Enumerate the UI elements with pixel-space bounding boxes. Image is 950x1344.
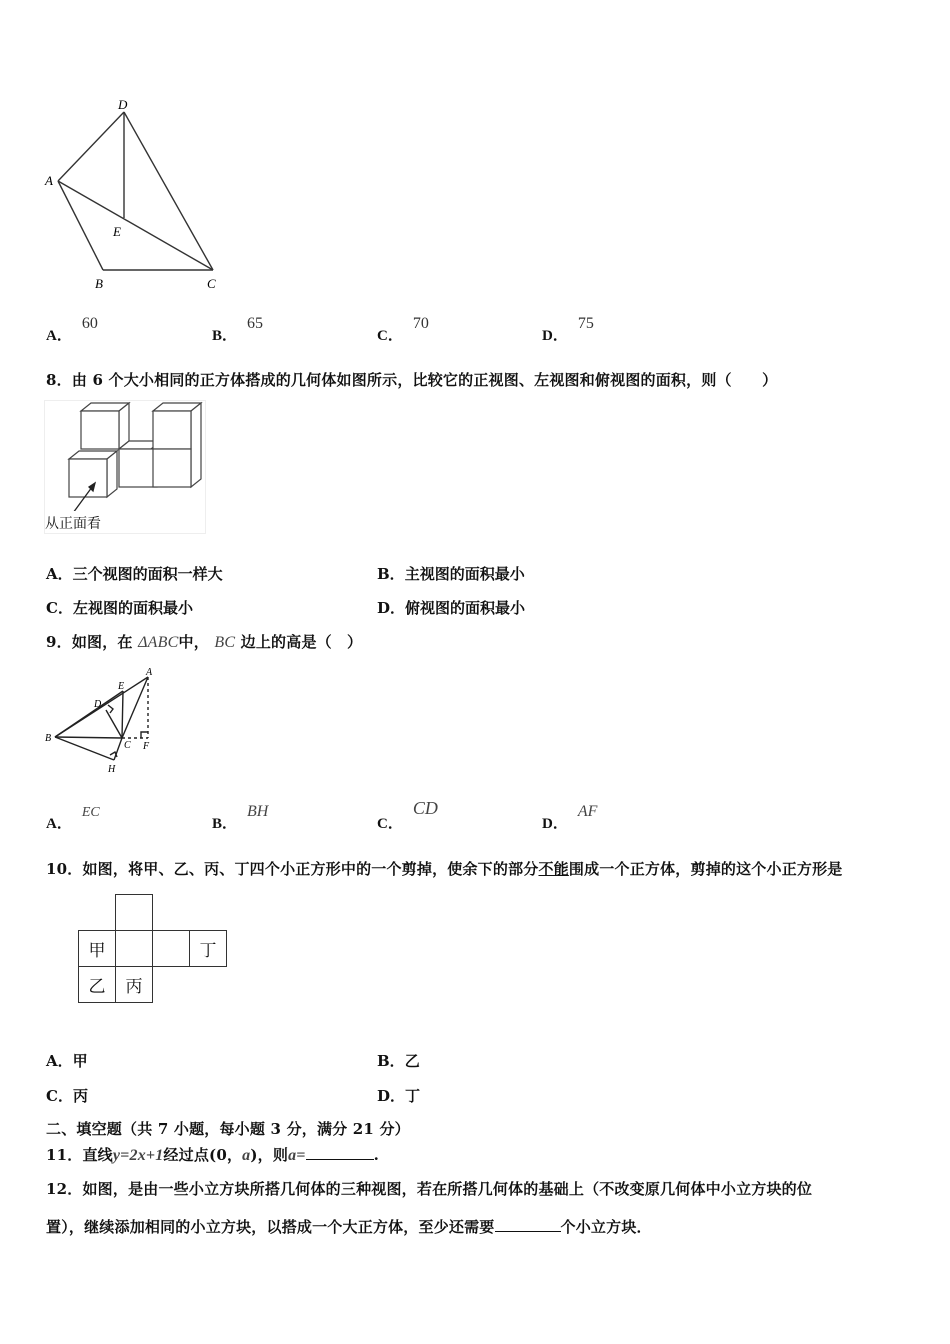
option-label: C． <box>46 599 73 617</box>
q9-label-c: C <box>124 740 131 751</box>
option-value: CD <box>412 798 438 818</box>
option-text: 三个视图的面积一样大 <box>72 565 223 583</box>
q9-label-e: E <box>118 681 125 692</box>
q9-option-d[interactable] <box>542 800 598 832</box>
option-label: B． <box>212 816 238 832</box>
option-label: B． <box>377 565 405 583</box>
option-label: B． <box>212 328 238 344</box>
q10-stem-underline: 不能 <box>538 860 569 878</box>
option-text: 甲 <box>72 1052 88 1070</box>
option-label: D． <box>377 1087 406 1105</box>
q10-stem-suffix: 围成一个正方体，剪掉的这个小正方形是 <box>568 860 843 878</box>
option-text: 俯视图的面积最小 <box>405 599 526 617</box>
q9-stem-mid: 中， <box>178 633 209 651</box>
net-cell-ding: 丁 <box>190 931 227 967</box>
section-2-title: 二、填空题（共 7 小题，每小题 3 分，满分 21 分） <box>46 1120 410 1138</box>
net-cell <box>116 931 153 967</box>
option-label: A． <box>46 328 72 344</box>
option-text: 主视图的面积最小 <box>404 565 525 583</box>
option-value: 75 <box>577 315 594 332</box>
option-value: BH <box>247 803 269 820</box>
q12-line2-prefix: 置），继续添加相同的小立方块，以搭成一个大正方体，至少还需要 <box>46 1218 495 1236</box>
q11-answer-var: a= <box>288 1147 306 1164</box>
net-cell-jia: 甲 <box>79 931 116 967</box>
q11-mid: 经过点(0， <box>163 1146 243 1164</box>
q10-option-a[interactable] <box>46 1050 88 1071</box>
option-label: C． <box>46 1087 73 1105</box>
q8-option-c[interactable] <box>46 597 193 618</box>
option-text: 乙 <box>404 1052 420 1070</box>
q10-option-b[interactable] <box>377 1050 420 1071</box>
option-text: 左视图的面积最小 <box>72 599 193 617</box>
q7-option-b[interactable] <box>212 312 264 344</box>
q7-option-c[interactable] <box>377 312 429 344</box>
q11-end: . <box>373 1146 380 1164</box>
option-label: A． <box>46 565 73 583</box>
option-label: A． <box>46 816 72 832</box>
q9-stem <box>46 631 362 652</box>
q12-line1: 12．如图，是由一些小立方块所搭几何体的三种视图，若在所搭几何体的基础上（不改变原几何体中小立方块的位 <box>46 1180 813 1198</box>
option-value: AF <box>577 803 598 820</box>
q9-figure <box>42 665 162 780</box>
option-value: 70 <box>412 315 429 332</box>
option-text: 丙 <box>72 1087 88 1105</box>
q11-prefix: 11．直线 <box>46 1146 113 1164</box>
option-label: D． <box>377 599 406 617</box>
q9-stem-triangle: ΔABC <box>138 634 179 651</box>
q11-answer-blank[interactable] <box>306 1159 374 1160</box>
q9-option-c[interactable] <box>377 798 438 832</box>
q10-option-d[interactable] <box>377 1085 420 1106</box>
net-cell <box>153 931 190 967</box>
q11-equation: y=2x+1 <box>112 1147 164 1164</box>
net-cell-bing: 丙 <box>116 967 153 1003</box>
q9-label-d: D <box>94 699 102 710</box>
option-label: D． <box>542 328 568 344</box>
option-value: 65 <box>247 315 264 332</box>
option-label: C． <box>377 328 403 344</box>
q9-option-a[interactable] <box>46 800 100 832</box>
q7-label-d: D <box>118 97 128 112</box>
q9-stem-side: BC <box>214 634 236 651</box>
q11-var-a: a <box>242 1147 251 1164</box>
net-cell-top <box>116 895 153 931</box>
q7-option-d[interactable] <box>542 312 594 344</box>
q7-label-c: C <box>207 276 216 291</box>
q12-line2-suffix: 个小立方块． <box>560 1218 652 1236</box>
q7-option-a[interactable] <box>46 312 98 344</box>
q11-mid2: )，则 <box>250 1146 289 1164</box>
q9-stem-prefix: 9．如图，在 <box>46 633 133 651</box>
q8-stem: 8．由 6 个大小相同的正方体搭成的几何体如图所示，比较它的正视图、左视图和俯视图的面积，则（ ） <box>46 371 778 389</box>
q7-label-a: A <box>45 173 53 188</box>
q9-stem-suffix: 边上的高是（ ） <box>240 633 363 651</box>
net-cell-yi: 乙 <box>79 967 116 1003</box>
option-label: A． <box>46 1052 73 1070</box>
q9-label-a: A <box>146 667 153 678</box>
q9-label-b: B <box>45 733 52 744</box>
q11 <box>46 1144 379 1165</box>
q10-cube-net <box>78 894 227 1003</box>
q9-option-b[interactable] <box>212 800 269 832</box>
q8-option-b[interactable] <box>377 563 525 584</box>
q8-option-d[interactable] <box>377 597 525 618</box>
q9-label-h: H <box>108 764 116 775</box>
option-label: B． <box>377 1052 405 1070</box>
q8-figure-caption: 从正面看 <box>45 516 101 532</box>
q7-figure <box>40 95 230 295</box>
q7-label-b: B <box>95 276 103 291</box>
q7-label-e: E <box>113 224 121 239</box>
option-label: C． <box>377 816 403 832</box>
option-value: 60 <box>81 315 98 332</box>
q8-option-a[interactable] <box>46 563 223 584</box>
option-value: EC <box>81 805 100 820</box>
q8-figure <box>44 400 206 534</box>
option-text: 丁 <box>405 1087 421 1105</box>
q9-label-f: F <box>143 741 150 752</box>
q12-line2 <box>46 1216 652 1237</box>
q10-option-c[interactable] <box>46 1085 88 1106</box>
option-label: D． <box>542 816 568 832</box>
q10-stem-prefix: 10．如图，将甲、乙、丙、丁四个小正方形中的一个剪掉，使余下的部分 <box>46 860 539 878</box>
q10-stem <box>46 858 843 879</box>
q12-answer-blank[interactable] <box>495 1231 561 1232</box>
